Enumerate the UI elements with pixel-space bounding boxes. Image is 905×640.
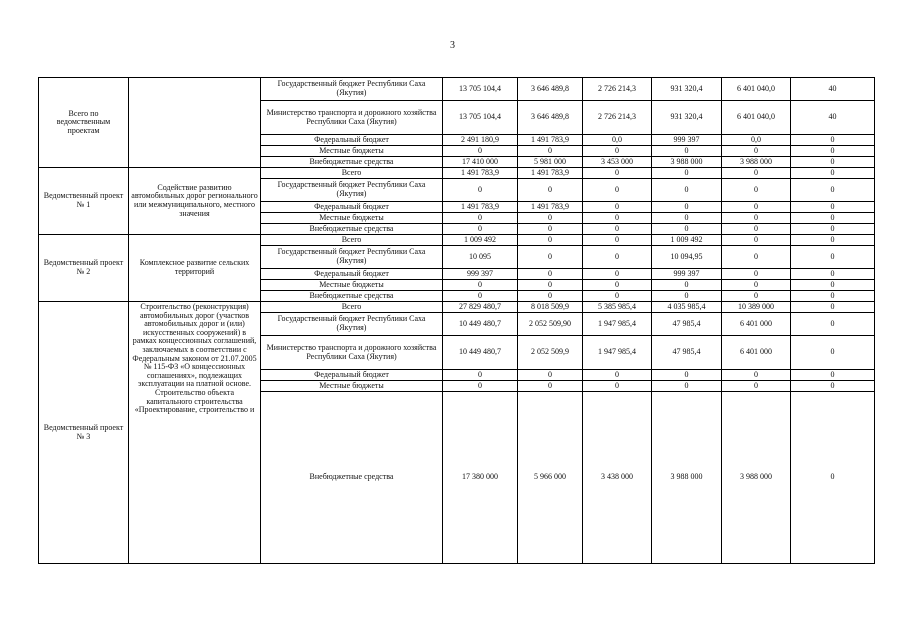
funding-source-cell: Государственный бюджет Республики Саха (Якутия) — [261, 179, 443, 202]
amount-cell: 0 — [518, 291, 583, 302]
project-name-cell: Ведомственный проект № 1 — [39, 168, 129, 235]
amount-cell: 0 — [791, 179, 875, 202]
amount-cell: 40 — [791, 78, 875, 101]
funding-source-cell: Государственный бюджет Республики Саха (Якутия) — [261, 246, 443, 269]
amount-cell: 0 — [652, 280, 722, 291]
amount-cell: 0 — [791, 336, 875, 370]
amount-cell: 0 — [518, 269, 583, 280]
amount-cell: 0 — [443, 179, 518, 202]
amount-cell: 0 — [583, 381, 652, 392]
amount-cell: 0 — [583, 179, 652, 202]
funding-source-cell: Государственный бюджет Республики Саха (Якутия) — [261, 313, 443, 336]
amount-cell: 0 — [652, 370, 722, 381]
amount-cell: 999 397 — [443, 269, 518, 280]
amount-cell: 0 — [652, 291, 722, 302]
amount-cell: 0 — [652, 224, 722, 235]
amount-cell: 13 705 104,4 — [443, 78, 518, 101]
amount-cell: 47 985,4 — [652, 313, 722, 336]
amount-cell: 0,0 — [583, 135, 652, 146]
amount-cell: 5 966 000 — [518, 392, 583, 564]
amount-cell: 1 491 783,9 — [518, 202, 583, 213]
amount-cell: 3 438 000 — [583, 392, 652, 564]
amount-cell: 0 — [583, 213, 652, 224]
project-description-cell: Содействие развитию автомобильных дорог регионального или межмуниципального, местного значения — [129, 168, 261, 235]
amount-cell: 10 449 480,7 — [443, 336, 518, 370]
amount-cell: 0 — [722, 280, 791, 291]
amount-cell: 3 988 000 — [722, 392, 791, 564]
amount-cell: 0 — [791, 269, 875, 280]
amount-cell: 0 — [443, 381, 518, 392]
page-number: 3 — [450, 40, 455, 51]
funding-source-cell: Федеральный бюджет — [261, 370, 443, 381]
amount-cell: 5 981 000 — [518, 157, 583, 168]
budget-table — [38, 77, 875, 564]
amount-cell: 0 — [791, 135, 875, 146]
amount-cell: 13 705 104,4 — [443, 101, 518, 135]
amount-cell: 1 491 783,9 — [443, 202, 518, 213]
amount-cell: 0 — [652, 168, 722, 179]
amount-cell: 0 — [443, 146, 518, 157]
table-row — [39, 235, 875, 246]
amount-cell: 0 — [791, 370, 875, 381]
amount-cell: 1 491 783,9 — [518, 168, 583, 179]
amount-cell: 0 — [443, 370, 518, 381]
amount-cell: 0 — [791, 246, 875, 269]
amount-cell: 0 — [722, 246, 791, 269]
amount-cell: 0 — [583, 168, 652, 179]
funding-source-cell: Всего — [261, 302, 443, 313]
amount-cell: 6 401 000 — [722, 313, 791, 336]
amount-cell: 0 — [791, 146, 875, 157]
funding-source-cell: Местные бюджеты — [261, 146, 443, 157]
amount-cell: 8 018 509,9 — [518, 302, 583, 313]
amount-cell: 0 — [443, 224, 518, 235]
amount-cell: 17 410 000 — [443, 157, 518, 168]
amount-cell: 0 — [518, 381, 583, 392]
amount-cell: 0 — [722, 370, 791, 381]
funding-source-cell: Внебюджетные средства — [261, 392, 443, 564]
amount-cell: 3 988 000 — [722, 157, 791, 168]
amount-cell: 3 453 000 — [583, 157, 652, 168]
project-name-cell: Ведомственный проект № 2 — [39, 235, 129, 302]
amount-cell: 2 052 509,9 — [518, 336, 583, 370]
amount-cell: 0 — [583, 146, 652, 157]
amount-cell: 0 — [791, 291, 875, 302]
amount-cell: 10 095 — [443, 246, 518, 269]
funding-source-cell: Местные бюджеты — [261, 280, 443, 291]
amount-cell: 6 401 040,0 — [722, 101, 791, 135]
amount-cell: 10 094,95 — [652, 246, 722, 269]
amount-cell: 0 — [518, 370, 583, 381]
amount-cell: 999 397 — [652, 135, 722, 146]
project-description-cell: Строительство (реконструкция) автомобильных дорог (участков автомобильных дорог и (или) искусственных сооружений) в рамках концессионных соглашений, заключаемых в соответствии с Федеральным законом от 21.07.2005 № 115-ФЗ «О концессионных соглашениях», подлежащих эксплуатации на платной основе. Строительство объекта капитального строительства «Проектирование, строительство и — [129, 302, 261, 564]
amount-cell: 0 — [443, 291, 518, 302]
funding-source-cell: Всего — [261, 168, 443, 179]
funding-source-cell: Министерство транспорта и дорожного хозяйства Республики Саха (Якутия) — [261, 101, 443, 135]
amount-cell: 3 988 000 — [652, 392, 722, 564]
amount-cell: 47 985,4 — [652, 336, 722, 370]
amount-cell: 1 491 783,9 — [443, 168, 518, 179]
amount-cell: 0 — [791, 168, 875, 179]
table-row — [39, 168, 875, 179]
amount-cell: 1 009 492 — [652, 235, 722, 246]
amount-cell: 2 726 214,3 — [583, 78, 652, 101]
amount-cell: 931 320,4 — [652, 101, 722, 135]
project-description-cell: Комплексное развитие сельских территорий — [129, 235, 261, 302]
amount-cell: 0 — [583, 235, 652, 246]
amount-cell: 0 — [583, 291, 652, 302]
amount-cell: 0 — [722, 179, 791, 202]
amount-cell: 0 — [791, 392, 875, 564]
amount-cell: 4 035 985,4 — [652, 302, 722, 313]
amount-cell: 6 401 000 — [722, 336, 791, 370]
amount-cell: 0 — [791, 157, 875, 168]
amount-cell: 0 — [518, 179, 583, 202]
amount-cell: 0 — [722, 224, 791, 235]
amount-cell: 2 491 180,9 — [443, 135, 518, 146]
funding-source-cell: Государственный бюджет Республики Саха (Якутия) — [261, 78, 443, 101]
amount-cell: 999 397 — [652, 269, 722, 280]
table-row — [39, 78, 875, 101]
amount-cell: 0 — [583, 269, 652, 280]
funding-source-cell: Федеральный бюджет — [261, 269, 443, 280]
amount-cell: 27 829 480,7 — [443, 302, 518, 313]
project-name-cell: Всего по ведомственным проектам — [39, 78, 129, 168]
amount-cell: 0 — [722, 202, 791, 213]
amount-cell: 0 — [583, 202, 652, 213]
amount-cell: 0 — [443, 213, 518, 224]
amount-cell: 2 052 509,90 — [518, 313, 583, 336]
amount-cell: 0 — [518, 213, 583, 224]
amount-cell: 1 491 783,9 — [518, 135, 583, 146]
amount-cell: 0 — [583, 370, 652, 381]
funding-source-cell: Внебюджетные средства — [261, 157, 443, 168]
amount-cell: 0 — [722, 146, 791, 157]
funding-source-cell: Министерство транспорта и дорожного хозяйства Республики Саха (Якутия) — [261, 336, 443, 370]
amount-cell: 1 947 985,4 — [583, 336, 652, 370]
project-name-cell: Ведомственный проект № 3 — [39, 302, 129, 564]
table-row — [39, 302, 875, 313]
amount-cell: 40 — [791, 101, 875, 135]
amount-cell: 0 — [791, 213, 875, 224]
funding-source-cell: Федеральный бюджет — [261, 202, 443, 213]
amount-cell: 0 — [722, 213, 791, 224]
amount-cell: 0 — [583, 246, 652, 269]
amount-cell: 0 — [791, 280, 875, 291]
amount-cell: 0 — [518, 235, 583, 246]
amount-cell: 0 — [791, 313, 875, 336]
funding-source-cell: Федеральный бюджет — [261, 135, 443, 146]
amount-cell: 0 — [791, 202, 875, 213]
funding-source-cell: Внебюджетные средства — [261, 224, 443, 235]
amount-cell: 0 — [583, 224, 652, 235]
amount-cell: 931 320,4 — [652, 78, 722, 101]
funding-source-cell: Внебюджетные средства — [261, 291, 443, 302]
amount-cell: 0 — [518, 146, 583, 157]
amount-cell: 0 — [652, 381, 722, 392]
amount-cell: 5 385 985,4 — [583, 302, 652, 313]
amount-cell: 3 988 000 — [652, 157, 722, 168]
amount-cell: 0 — [652, 202, 722, 213]
amount-cell: 17 380 000 — [443, 392, 518, 564]
amount-cell: 0 — [791, 235, 875, 246]
amount-cell: 0 — [652, 179, 722, 202]
amount-cell: 0 — [518, 224, 583, 235]
amount-cell: 0 — [722, 269, 791, 280]
amount-cell: 0 — [652, 146, 722, 157]
amount-cell: 3 646 489,8 — [518, 78, 583, 101]
amount-cell: 10 389 000 — [722, 302, 791, 313]
amount-cell: 0 — [722, 168, 791, 179]
amount-cell: 0 — [722, 381, 791, 392]
amount-cell: 0 — [583, 280, 652, 291]
amount-cell: 3 646 489,8 — [518, 101, 583, 135]
amount-cell: 0 — [791, 302, 875, 313]
funding-source-cell: Всего — [261, 235, 443, 246]
amount-cell: 1 947 985,4 — [583, 313, 652, 336]
amount-cell: 0 — [791, 224, 875, 235]
amount-cell: 0 — [443, 280, 518, 291]
amount-cell: 0 — [722, 235, 791, 246]
amount-cell: 10 449 480,7 — [443, 313, 518, 336]
amount-cell: 6 401 040,0 — [722, 78, 791, 101]
funding-source-cell: Местные бюджеты — [261, 381, 443, 392]
project-description-cell — [129, 78, 261, 168]
funding-source-cell: Местные бюджеты — [261, 213, 443, 224]
amount-cell: 0 — [518, 246, 583, 269]
amount-cell: 1 009 492 — [443, 235, 518, 246]
amount-cell: 0 — [518, 280, 583, 291]
amount-cell: 2 726 214,3 — [583, 101, 652, 135]
amount-cell: 0 — [652, 213, 722, 224]
amount-cell: 0 — [791, 381, 875, 392]
amount-cell: 0 — [722, 291, 791, 302]
amount-cell: 0,0 — [722, 135, 791, 146]
